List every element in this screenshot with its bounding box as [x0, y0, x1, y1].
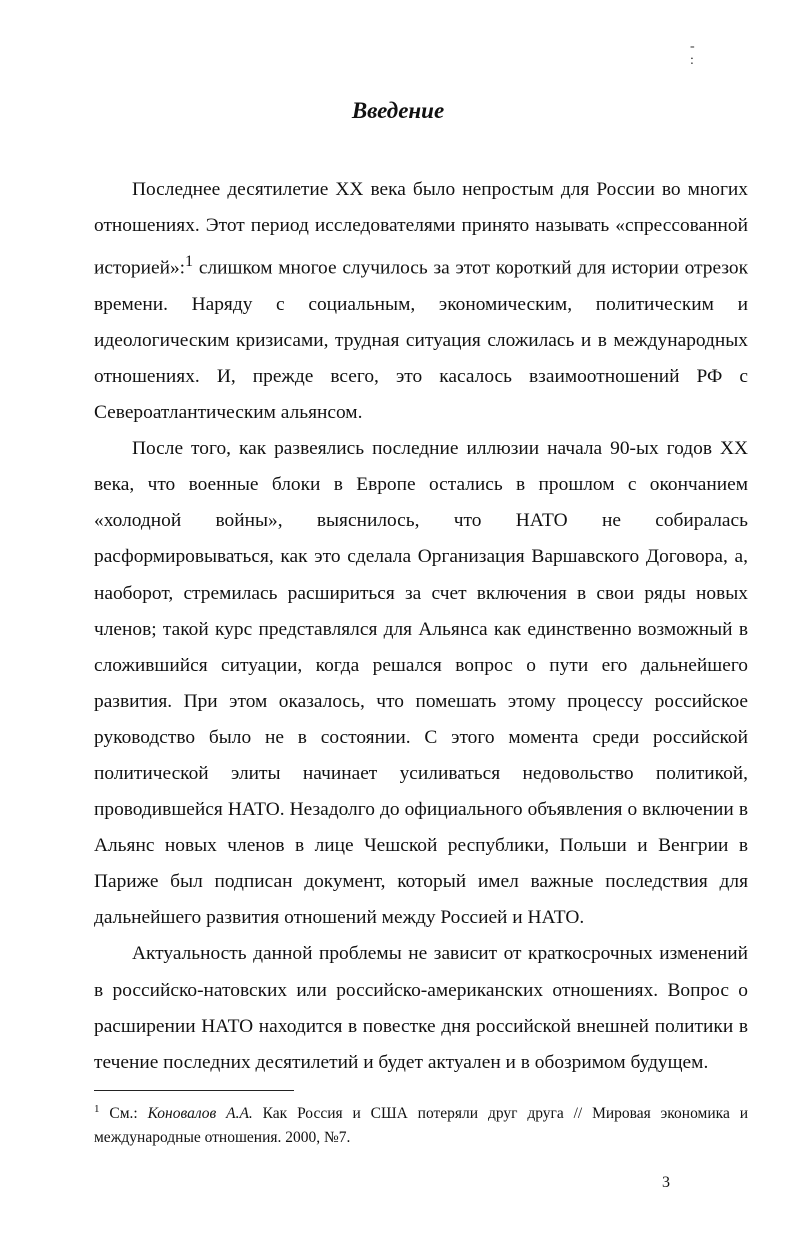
footnote-text: Как Россия и США потеряли друг друга // Мировая экономика и международные отношения. 2000, №7. [94, 1105, 748, 1147]
footnote-author: Коновалов А.А. [147, 1105, 253, 1123]
footnote-number: 1 [94, 1103, 100, 1115]
footnote [94, 1097, 748, 1150]
paragraph-1 [94, 172, 748, 431]
scan-marks [690, 40, 695, 68]
footnote-prefix: См.: [99, 1105, 148, 1123]
page-number: 3 [662, 1174, 670, 1191]
footnote-reference: 1 [185, 253, 194, 271]
scan-mark-dash: - [690, 39, 695, 54]
paragraph-2: После того, как развеялись последние иллюзии начала 90-ых годов XX века, что военные блоки в Европе остались в прошлом с окончанием «холодной войны», выяснилось, что НАТО не собиралась расформировываться, как это сделала Организация Варшавского Договора, а, наоборот, стремилась расшириться за счет включения в свои ряды новых членов; такой курс представлялся для Альянса как единственно возможный в сложившийся ситуации, когда решался вопрос о пути его дальнейшего развития. При этом оказалось, что помешать этому процессу российское руководство было не в состоянии. С этого момента среди российской политической элиты начинает усиливаться недовольство политикой, проводившейся НАТО. Незадолго до официального объявления о включении в Альянс новых членов в лице Чешской республики, Польши и Венгрии в Париже был подписан документ, который имел важные последствия для дальнейшего развития отношений между Россией и НАТО. [94, 438, 748, 929]
body-text [94, 172, 748, 1081]
paragraph-1-text-before: Последнее десятилетие XX века было непростым для России во многих отношениях. Этот период исследователями принято называть «спрессованной историей»: [94, 179, 748, 279]
scan-mark-colon: : [690, 53, 694, 68]
footnote-separator [94, 1090, 294, 1091]
page-title: Введение [351, 98, 445, 123]
paragraph-3: Актуальность данной проблемы не зависит от краткосрочных изменений в российско-натовских или российско-американских отношениях. Вопрос о расширении НАТО находится в повестке дня российской внешней политики в течение последних десятилетий и будет актуален и в обозримом будущем. [94, 943, 748, 1073]
paragraph-1-text-after: слишком многое случилось за этот короткий для истории отрезок времени. Наряду с социальным, экономическим, политическим и идеологическим кризисами, трудная ситуация сложилась и в международных отношениях. И, прежде всего, это касалось взаимоотношений РФ с Североатлантическим альянсом. [94, 257, 748, 424]
